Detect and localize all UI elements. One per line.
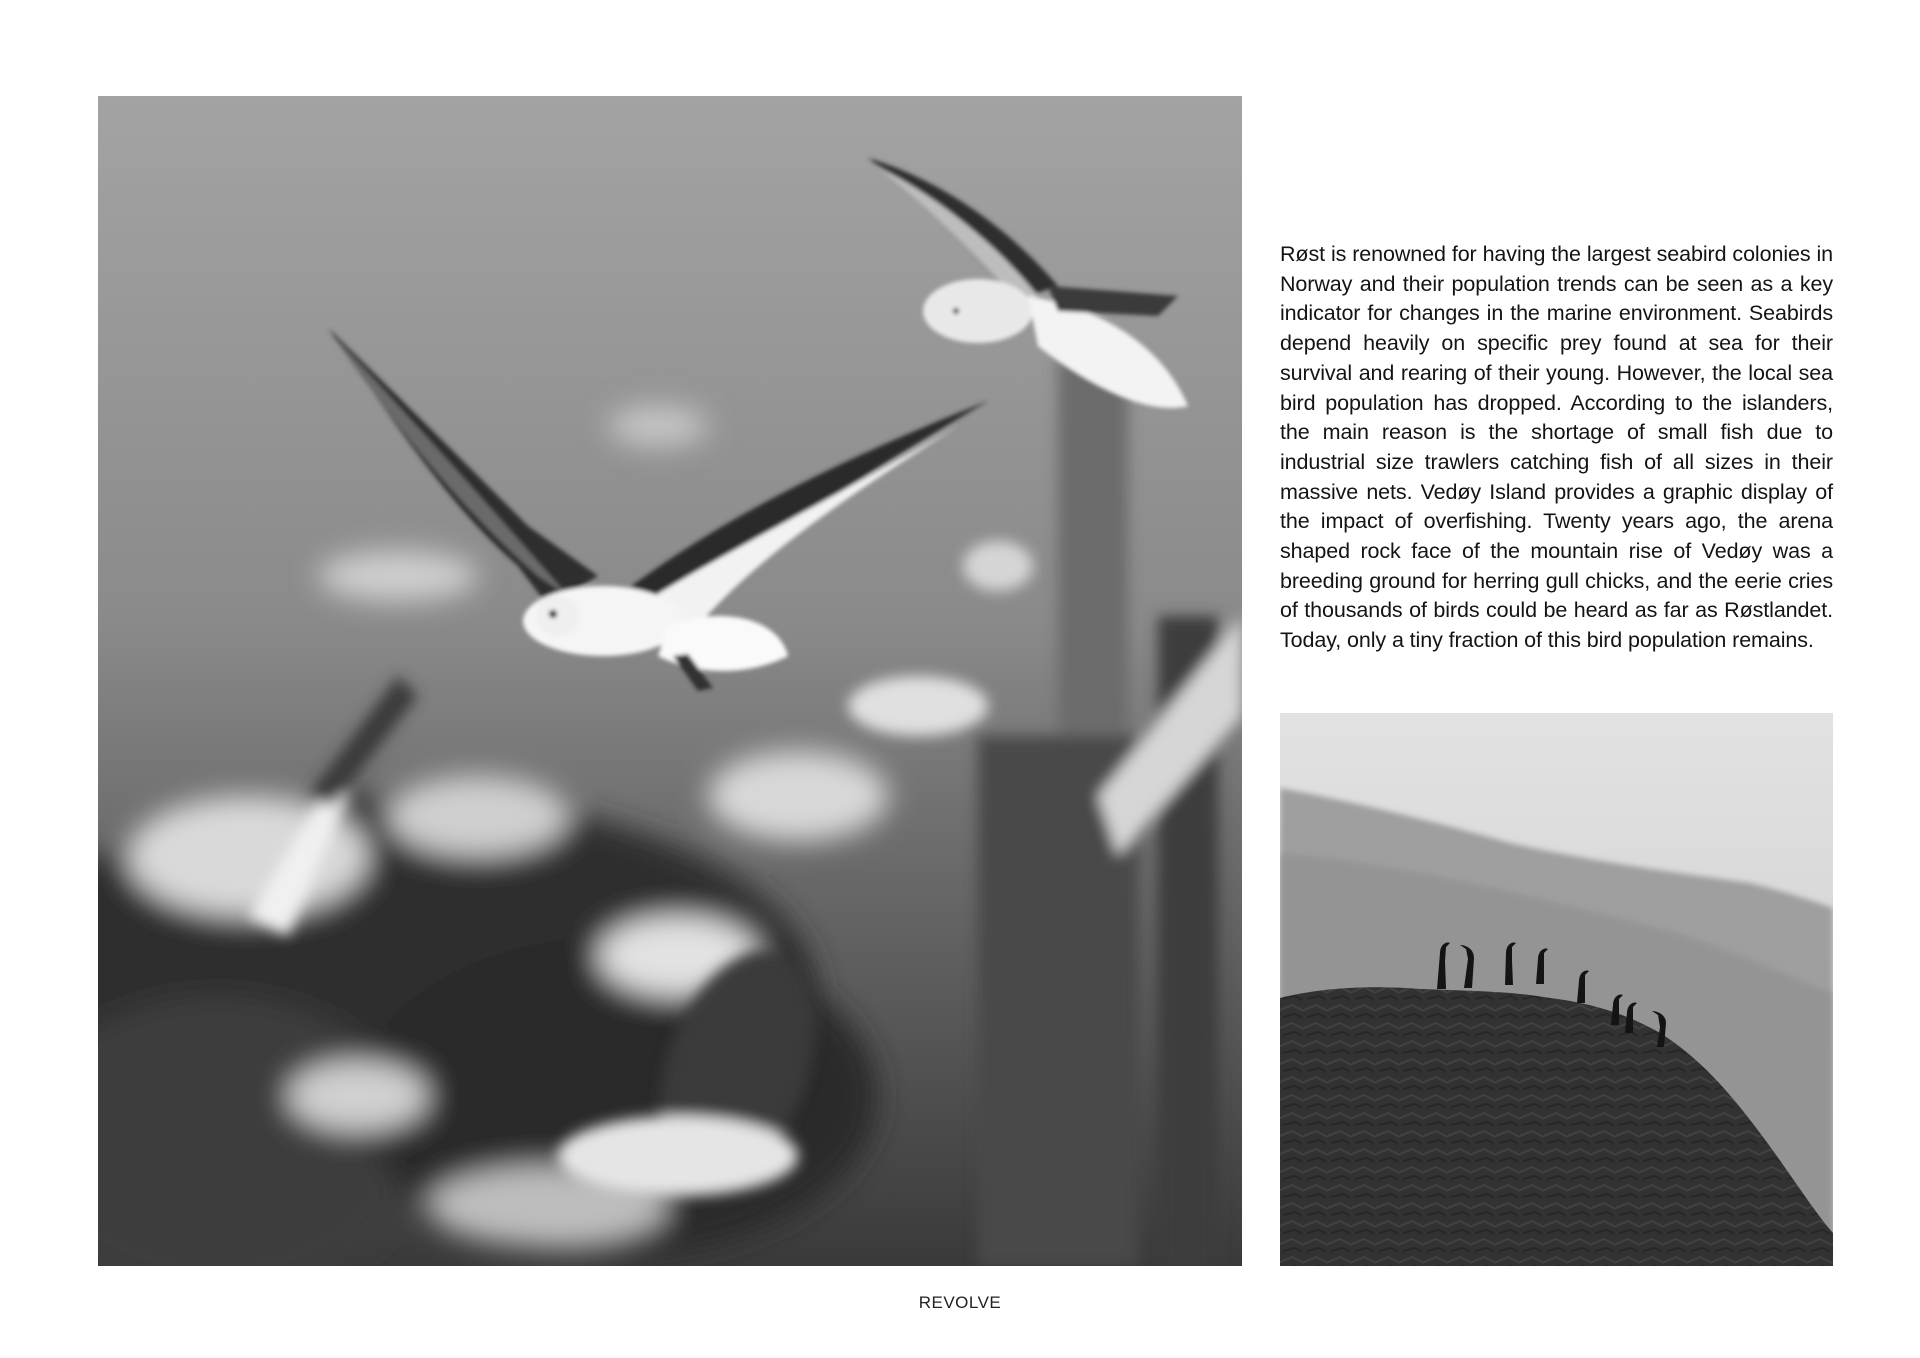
brand-footer: REVOLVE: [918, 1293, 1002, 1312]
seagulls-photo: [98, 96, 1242, 1266]
cormorants-photo: [1280, 713, 1833, 1266]
article-body: Røst is renowned for having the largest seabird colonies in Norway and their population trends can be seen as a key indicator for changes in the marine environment. Seabirds depend heavily on specific prey found at sea for their survival and rearing of their young. However, the local sea bird population has dropped. According to the islanders, the main reason is the shortage of small fish due to industrial size trawlers catching fish of all sizes in their massive nets. Vedøy Island provides a graphic display of the impact of overfishing. Twenty years ago, the arena shaped rock face of the mountain rise of Vedøy was a breeding ground for herring gull chicks, and the eerie cries of thousands of birds could be heard as far as Røstlandet. Today, only a tiny fraction of this bird population remains.: [1280, 242, 1833, 653]
